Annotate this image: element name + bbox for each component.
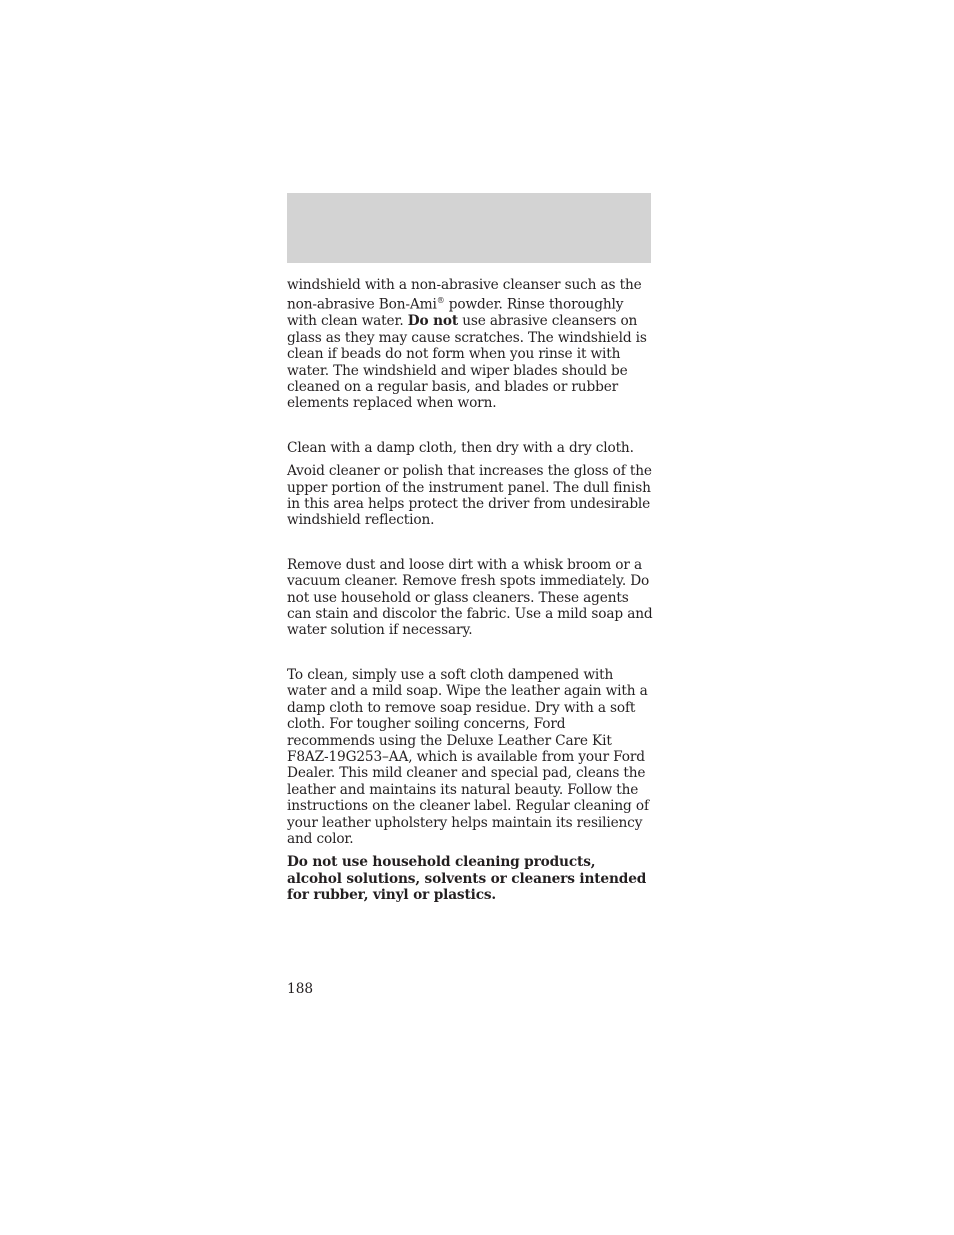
registered-mark: ® <box>436 296 445 306</box>
instrument-panel-paragraph-1: Clean with a damp cloth, then dry with a dry cloth. <box>287 439 634 456</box>
windshield-text-a: windshield with a non-abrasive cleanser such as the non-abrasive Bon-Ami <box>287 277 642 313</box>
body-text-column <box>287 277 653 904</box>
leather-warning: Do not use household cleaning products, alcohol solutions, solvents or cleaners intended for rubber, vinyl or plastics. <box>287 854 647 904</box>
section-header-band <box>287 193 651 263</box>
windshield-paragraph <box>287 277 653 412</box>
page-number: 188 <box>287 981 314 997</box>
instrument-panel-paragraph-2: Avoid cleaner or polish that increases the gloss of the upper portion of the instrument panel. The dull finish in this area helps protect the driver from undesirable windshield reflection. <box>287 463 652 529</box>
windshield-text-b: powder. Rinse thoroughly with clean water. <box>287 296 624 330</box>
do-not-emphasis: Do not <box>407 313 459 330</box>
fabric-paragraph: Remove dust and loose dirt with a whisk broom or a vacuum cleaner. Remove fresh spots immediately. Do not use household or glass cleaners. These agents can stain and discolor the fabric. Use a mild soap and water solution if necessary. <box>287 556 653 639</box>
leather-paragraph: To clean, simply use a soft cloth dampened with water and a mild soap. Wipe the leather again with a damp cloth to remove soap residue. Dry with a soft cloth. For tougher soiling concerns, Ford recommends using the Deluxe Leather Care Kit F8AZ-19G253–AA, which is available from your Ford Dealer. This mild cleaner and special pad, cleans the leather and maintains its natural beauty. Follow the instructions on the cleaner label. Regular cleaning of your leather upholstery helps maintain its resiliency and color. <box>287 666 649 847</box>
windshield-text-c: use abrasive cleansers on glass as they may cause scratches. The windshield is clean if beads do not form when you rinse it with water. The windshield and wiper blades should be cleaned on a regular basis, and blades or rubber elements replaced when worn. <box>287 313 647 412</box>
